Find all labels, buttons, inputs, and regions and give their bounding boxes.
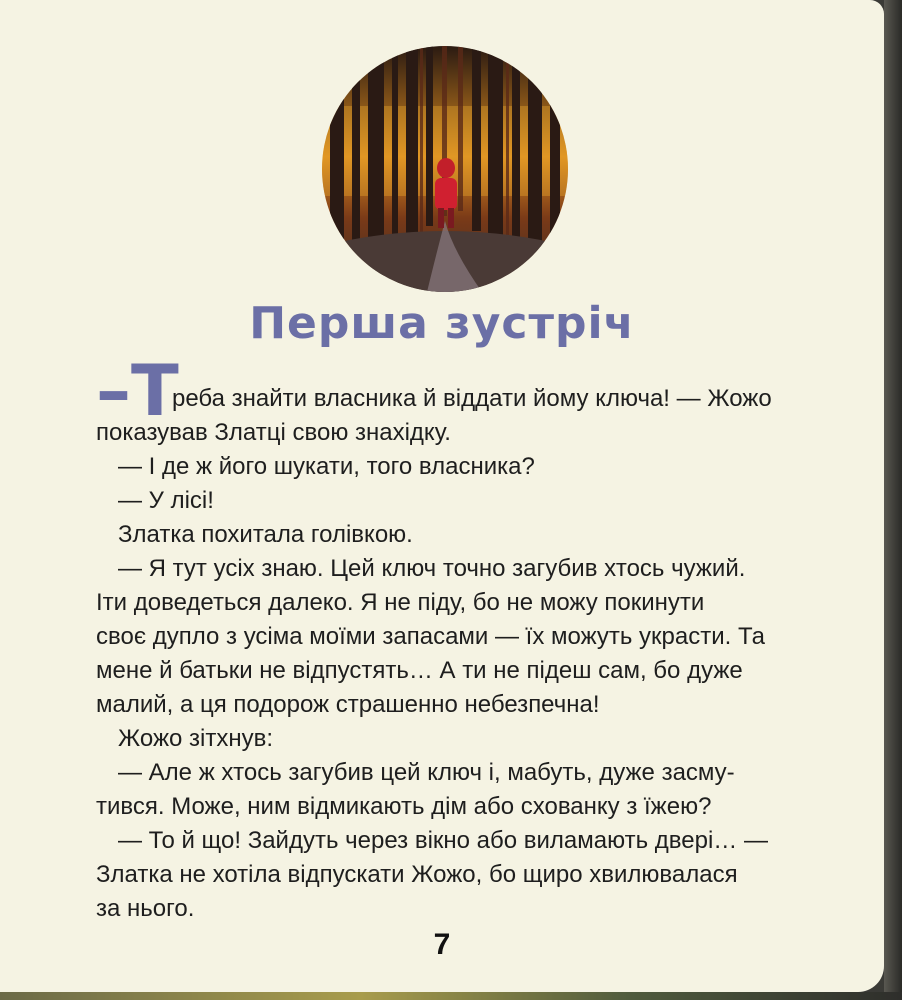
text-line: — І де ж його шукати, того власника? bbox=[118, 453, 535, 480]
text-line: Златка не хотіла відпускати Жожо, бо щиро хвилювалася bbox=[96, 861, 738, 888]
text-line: — У лісі! bbox=[118, 487, 214, 514]
forest-illustration bbox=[322, 46, 568, 292]
text-line: — Я тут усіх знаю. Цей ключ точно загубив хтось чужий. bbox=[118, 555, 746, 582]
text-line: тився. Може, ним відмикають дім або схованку з їжею? bbox=[96, 793, 712, 820]
book-edge-bottom bbox=[0, 992, 902, 1000]
text-line: Златка похитала голівкою. bbox=[118, 521, 413, 548]
text-line: Жожо зітхнув: bbox=[118, 725, 274, 752]
text-line: Іти доведеться далеко. Я не піду, бо не можу покинути bbox=[96, 589, 705, 616]
text-line: — Але ж хтось загубив цей ключ і, мабуть, дуже засму- bbox=[118, 759, 735, 786]
text-line: мене й батьки не відпустять… А ти не підеш сам, бо дуже bbox=[96, 657, 743, 684]
text-line: своє дупло з усіма моїми запасами — їх можуть украсти. Та bbox=[96, 623, 765, 650]
text-line: показував Златці свою знахідку. bbox=[96, 419, 451, 446]
drop-cap: –Т bbox=[96, 350, 179, 432]
text-line: за нього. bbox=[96, 895, 195, 922]
page-number: 7 bbox=[433, 928, 451, 961]
forest-with-red-figure-icon bbox=[322, 46, 568, 292]
text-line: малий, а ця подорож страшенно небезпечна! bbox=[96, 691, 600, 718]
chapter-title: Перша зустріч bbox=[249, 298, 635, 349]
text-line: — То й що! Зайдуть через вікно або виламають двері… — bbox=[118, 827, 768, 854]
book-edge-right bbox=[884, 0, 902, 1000]
text-line: реба знайти власника й віддати йому ключа! — Жожо bbox=[172, 385, 772, 412]
